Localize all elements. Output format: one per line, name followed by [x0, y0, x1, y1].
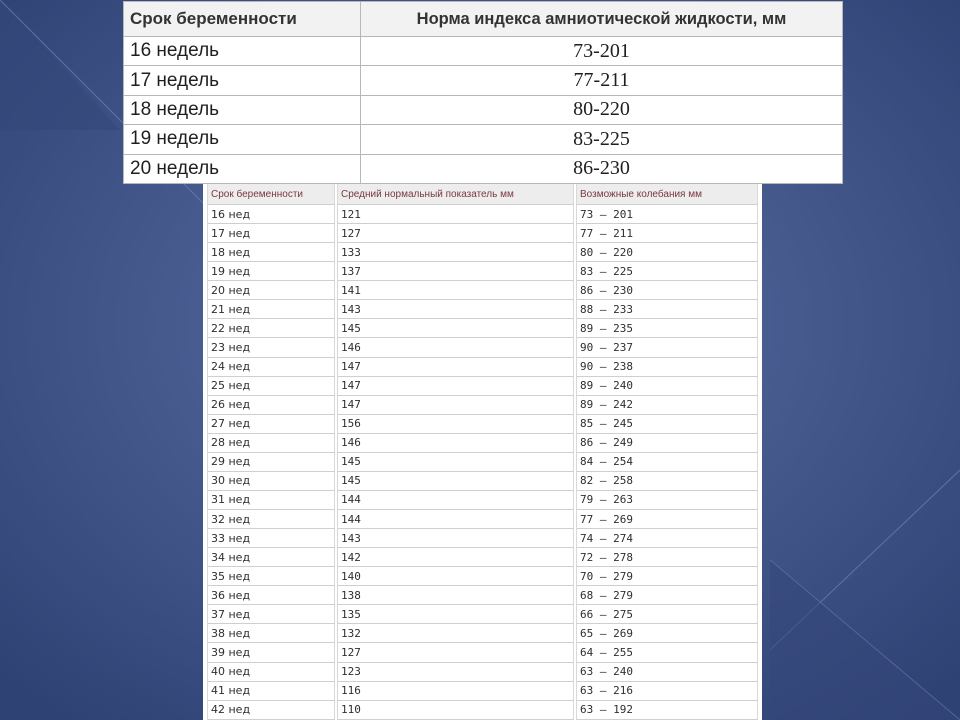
mean-value-cell: 147 — [337, 358, 574, 377]
term-cell: 36 нед — [207, 586, 335, 605]
table-row — [207, 453, 758, 472]
term-cell: 25 нед — [207, 377, 335, 396]
mean-value-cell: 121 — [337, 205, 574, 224]
table-header-row — [124, 2, 843, 37]
term-cell: 32 нед — [207, 510, 335, 529]
mean-value-cell: 156 — [337, 415, 574, 434]
term-cell: 19 нед — [207, 262, 335, 281]
term-cell: 35 нед — [207, 567, 335, 586]
norm-cell: 83-225 — [361, 125, 843, 154]
term-cell: 26 нед — [207, 396, 335, 415]
term-cell: 29 нед — [207, 453, 335, 472]
table-row — [207, 682, 758, 701]
table-row — [207, 472, 758, 491]
table-row — [207, 319, 758, 338]
range-cell: 85 – 245 — [576, 415, 758, 434]
mean-value-cell: 145 — [337, 453, 574, 472]
term-cell: 22 нед — [207, 319, 335, 338]
table-row — [207, 358, 758, 377]
mean-value-cell: 141 — [337, 281, 574, 300]
column-header: Срок беременности — [207, 184, 335, 205]
term-cell: 16 нед — [207, 205, 335, 224]
amniotic-index-table-top — [123, 1, 843, 184]
term-cell: 19 недель — [124, 125, 361, 154]
column-header: Срок беременности — [124, 2, 361, 37]
table-row — [207, 377, 758, 396]
term-cell: 16 недель — [124, 37, 361, 66]
mean-value-cell: 147 — [337, 396, 574, 415]
term-cell: 33 нед — [207, 529, 335, 548]
range-cell: 83 – 225 — [576, 262, 758, 281]
range-cell: 72 – 278 — [576, 548, 758, 567]
mean-value-cell: 147 — [337, 377, 574, 396]
term-cell: 20 недель — [124, 154, 361, 183]
term-cell: 17 нед — [207, 224, 335, 243]
range-cell: 66 – 275 — [576, 605, 758, 624]
range-cell: 63 – 216 — [576, 682, 758, 701]
amniotic-index-table-bottom — [203, 184, 762, 720]
term-cell: 39 нед — [207, 643, 335, 662]
range-cell: 73 – 201 — [576, 205, 758, 224]
mean-value-cell: 143 — [337, 300, 574, 319]
mean-value-cell: 135 — [337, 605, 574, 624]
range-cell: 82 – 258 — [576, 472, 758, 491]
column-header: Средний нормальный показатель мм — [337, 184, 574, 205]
term-cell: 40 нед — [207, 663, 335, 682]
mean-value-cell: 127 — [337, 643, 574, 662]
table-row — [207, 396, 758, 415]
mean-value-cell: 132 — [337, 624, 574, 643]
mean-value-cell: 145 — [337, 472, 574, 491]
term-cell: 20 нед — [207, 281, 335, 300]
range-cell: 70 – 279 — [576, 567, 758, 586]
table-row — [207, 224, 758, 243]
table-row — [124, 37, 843, 66]
table-row — [207, 586, 758, 605]
table-row — [207, 491, 758, 510]
mean-value-cell: 140 — [337, 567, 574, 586]
mean-value-cell: 143 — [337, 529, 574, 548]
table-row — [207, 567, 758, 586]
mean-value-cell: 144 — [337, 491, 574, 510]
table-row — [207, 205, 758, 224]
range-cell: 90 – 238 — [576, 358, 758, 377]
table-row — [207, 663, 758, 682]
table-row — [207, 605, 758, 624]
term-cell: 31 нед — [207, 491, 335, 510]
table-row — [207, 701, 758, 720]
term-cell: 41 нед — [207, 682, 335, 701]
table-row — [124, 154, 843, 183]
norm-cell: 73-201 — [361, 37, 843, 66]
term-cell: 18 нед — [207, 243, 335, 262]
range-cell: 74 – 274 — [576, 529, 758, 548]
table-row — [207, 415, 758, 434]
table-row — [207, 548, 758, 567]
mean-value-cell: 123 — [337, 663, 574, 682]
term-cell: 23 нед — [207, 338, 335, 357]
table-row — [207, 338, 758, 357]
term-cell: 38 нед — [207, 624, 335, 643]
table-row — [207, 243, 758, 262]
term-cell: 42 нед — [207, 701, 335, 720]
range-cell: 89 – 240 — [576, 377, 758, 396]
term-cell: 24 нед — [207, 358, 335, 377]
range-cell: 89 – 242 — [576, 396, 758, 415]
column-header: Возможные колебания мм — [576, 184, 758, 205]
range-cell: 65 – 269 — [576, 624, 758, 643]
table-row — [207, 624, 758, 643]
table-header-row — [207, 184, 758, 205]
range-cell: 88 – 233 — [576, 300, 758, 319]
term-cell: 30 нед — [207, 472, 335, 491]
range-cell: 90 – 237 — [576, 338, 758, 357]
range-cell: 77 – 269 — [576, 510, 758, 529]
table-row — [207, 643, 758, 662]
table-row — [207, 262, 758, 281]
table-row — [124, 66, 843, 95]
range-cell: 79 – 263 — [576, 491, 758, 510]
term-cell: 18 недель — [124, 95, 361, 124]
term-cell: 17 недель — [124, 66, 361, 95]
norm-cell: 77-211 — [361, 66, 843, 95]
term-cell: 34 нед — [207, 548, 335, 567]
term-cell: 37 нед — [207, 605, 335, 624]
mean-value-cell: 144 — [337, 510, 574, 529]
norm-cell: 86-230 — [361, 154, 843, 183]
table-row — [207, 510, 758, 529]
range-cell: 77 – 211 — [576, 224, 758, 243]
mean-value-cell: 127 — [337, 224, 574, 243]
term-cell: 21 нед — [207, 300, 335, 319]
range-cell: 63 – 240 — [576, 663, 758, 682]
mean-value-cell: 145 — [337, 319, 574, 338]
mean-value-cell: 146 — [337, 338, 574, 357]
mean-value-cell: 133 — [337, 243, 574, 262]
range-cell: 80 – 220 — [576, 243, 758, 262]
table-row — [124, 95, 843, 124]
mean-value-cell: 138 — [337, 586, 574, 605]
column-header: Норма индекса амниотической жидкости, мм — [361, 2, 843, 37]
table-row — [207, 281, 758, 300]
table-row — [124, 125, 843, 154]
mean-value-cell: 116 — [337, 682, 574, 701]
range-cell: 86 – 230 — [576, 281, 758, 300]
range-cell: 63 – 192 — [576, 701, 758, 720]
mean-value-cell: 142 — [337, 548, 574, 567]
mean-value-cell: 110 — [337, 701, 574, 720]
range-cell: 84 – 254 — [576, 453, 758, 472]
range-cell: 86 – 249 — [576, 434, 758, 453]
term-cell: 28 нед — [207, 434, 335, 453]
mean-value-cell: 137 — [337, 262, 574, 281]
range-cell: 68 – 279 — [576, 586, 758, 605]
table-row — [207, 434, 758, 453]
table-body — [207, 205, 758, 720]
table-row — [207, 300, 758, 319]
term-cell: 27 нед — [207, 415, 335, 434]
table-row — [207, 529, 758, 548]
norm-cell: 80-220 — [361, 95, 843, 124]
range-cell: 64 – 255 — [576, 643, 758, 662]
mean-value-cell: 146 — [337, 434, 574, 453]
range-cell: 89 – 235 — [576, 319, 758, 338]
